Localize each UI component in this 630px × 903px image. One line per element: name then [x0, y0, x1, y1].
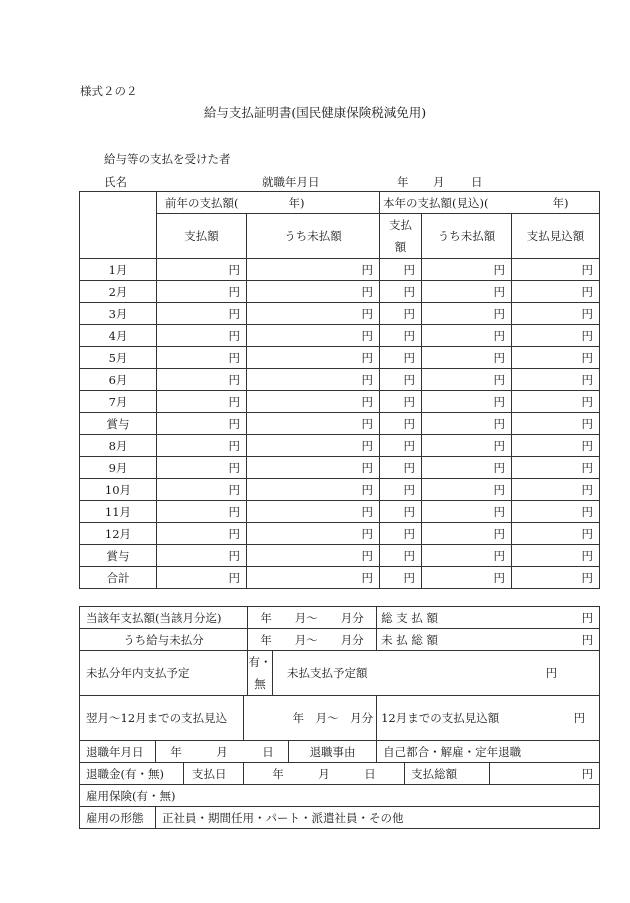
prev-paid-cell[interactable]: 円: [157, 281, 247, 303]
prev-unpaid-cell[interactable]: 円: [247, 501, 380, 523]
summary-row-retirement-date: [80, 741, 600, 763]
table-row: [80, 369, 600, 391]
prev-unpaid-cell[interactable]: 円: [247, 369, 380, 391]
prev-paid-cell[interactable]: 円: [157, 369, 247, 391]
monthly-header-row-1: [80, 192, 600, 214]
table-row: [80, 523, 600, 545]
row-label: 2月: [80, 281, 157, 303]
this-expected-cell[interactable]: 円: [512, 325, 600, 347]
row-label: 1月: [80, 259, 157, 281]
row-label: 10月: [80, 479, 157, 501]
summary-row-employment-type: [80, 807, 600, 829]
severance-paydate-value: 年 月 日: [244, 763, 405, 785]
prev-paid-cell[interactable]: 円: [157, 259, 247, 281]
prev-unpaid-cell[interactable]: 円: [247, 545, 380, 567]
expected-december-amount-label: 12月までの支払見込額: [381, 711, 500, 725]
summary-row-employment-insurance: [80, 785, 600, 807]
summary-row-severance: [80, 763, 600, 785]
prev-year-label: 前年の支払額(: [165, 195, 239, 210]
summary-table: [79, 606, 600, 829]
this-paid-cell[interactable]: 円: [380, 347, 422, 369]
this-unpaid-cell[interactable]: 円: [422, 457, 512, 479]
prev-paid-cell[interactable]: 円: [157, 479, 247, 501]
severance-paydate-label: 支払日: [184, 763, 244, 785]
row-label: 12月: [80, 523, 157, 545]
this-year-label: 本年の支払額(見込)(: [383, 195, 489, 210]
current-year-period: 年 月〜 月分: [248, 607, 377, 629]
table-row: [80, 567, 600, 589]
row-label: 11月: [80, 501, 157, 523]
retirement-date-value: 年 月 日: [156, 741, 289, 763]
this-paid-cell[interactable]: 円: [380, 501, 422, 523]
option-no: 無: [254, 677, 266, 691]
prev-paid-cell[interactable]: 円: [157, 545, 247, 567]
this-expected-cell[interactable]: 円: [512, 391, 600, 413]
this-expected-cell[interactable]: 円: [512, 567, 600, 589]
monthly-header-row-2: [80, 214, 600, 259]
retirement-reason-options: 自己都合・解雇・定年退職: [377, 741, 600, 763]
current-year-paid-label: 当該年支払額(当該月分迄): [80, 607, 248, 629]
prev-paid-cell[interactable]: 円: [157, 567, 247, 589]
table-row: [80, 259, 600, 281]
table-row: [80, 391, 600, 413]
row-label: 7月: [80, 391, 157, 413]
total-paid-yen: 円: [581, 610, 594, 625]
prev-year-header: [157, 192, 380, 214]
employed-date-label: 就職年月日: [262, 175, 320, 189]
prev-unpaid-cell[interactable]: 円: [247, 479, 380, 501]
col-header-paid-narrow: [380, 214, 422, 259]
this-paid-cell[interactable]: 円: [380, 413, 422, 435]
option-yes: 有・: [248, 655, 272, 669]
retirement-reason-label: 退職事由: [289, 741, 377, 763]
prev-unpaid-cell[interactable]: 円: [247, 413, 380, 435]
this-unpaid-cell[interactable]: 円: [422, 501, 512, 523]
unpaid-scheduled-amount-label: 未払支払予定額: [287, 666, 368, 680]
prev-unpaid-cell[interactable]: 円: [247, 325, 380, 347]
this-expected-cell[interactable]: 円: [512, 369, 600, 391]
row-label: 合計: [80, 567, 157, 589]
unpaid-schedule-label: 未払分年内支払予定: [80, 651, 248, 696]
this-paid-cell[interactable]: 円: [380, 259, 422, 281]
this-paid-cell[interactable]: 円: [380, 369, 422, 391]
this-expected-cell[interactable]: 円: [512, 347, 600, 369]
prev-unpaid-cell[interactable]: 円: [247, 567, 380, 589]
prev-unpaid-cell[interactable]: 円: [247, 303, 380, 325]
row-label: 賞与: [80, 545, 157, 567]
table-row: [80, 303, 600, 325]
employment-type-label: 雇用の形態: [80, 807, 156, 829]
expected-to-december-label: 翌月〜12月までの支払見込: [80, 696, 244, 741]
this-paid-cell[interactable]: 円: [380, 303, 422, 325]
prev-unpaid-cell[interactable]: 円: [247, 347, 380, 369]
this-unpaid-cell[interactable]: 円: [422, 347, 512, 369]
monthly-rows: [80, 259, 600, 589]
prev-unpaid-cell[interactable]: 円: [247, 457, 380, 479]
form-number: 様式２の２: [80, 84, 138, 98]
this-expected-cell[interactable]: 円: [512, 413, 600, 435]
this-year-header: [380, 192, 600, 214]
retirement-date-label: 退職年月日: [80, 741, 156, 763]
prev-paid-cell[interactable]: 円: [157, 523, 247, 545]
this-paid-cell[interactable]: 円: [380, 435, 422, 457]
this-unpaid-cell[interactable]: 円: [422, 391, 512, 413]
prev-paid-cell[interactable]: 円: [157, 413, 247, 435]
col-header-unpaid: うち未払額: [247, 214, 380, 259]
prev-unpaid-cell[interactable]: 円: [247, 281, 380, 303]
this-unpaid-cell[interactable]: 円: [422, 369, 512, 391]
prev-paid-cell[interactable]: 円: [157, 347, 247, 369]
this-paid-cell[interactable]: 円: [380, 325, 422, 347]
summary-row-current-year: [80, 607, 600, 629]
expected-december-amount-yen: 円: [573, 711, 586, 725]
employment-insurance-label: 雇用保険(有・無): [80, 785, 600, 807]
col-header-paid-narrow-bottom: 額: [394, 240, 407, 254]
prev-unpaid-cell[interactable]: 円: [247, 391, 380, 413]
employed-year-unit: 年: [397, 175, 409, 189]
table-row: [80, 347, 600, 369]
this-unpaid-cell[interactable]: 円: [422, 435, 512, 457]
this-paid-cell[interactable]: 円: [380, 457, 422, 479]
table-row: [80, 325, 600, 347]
row-label: 4月: [80, 325, 157, 347]
unpaid-scheduled-amount-yen: 円: [545, 666, 558, 680]
unpaid-salary-period: 年 月〜 月分: [248, 629, 377, 651]
unpaid-total-yen: 円: [581, 632, 594, 647]
this-expected-cell[interactable]: 円: [512, 479, 600, 501]
severance-total-label: 支払総額: [405, 763, 490, 785]
expected-to-december-period: 年 月〜 月分: [244, 696, 377, 741]
table-row: [80, 413, 600, 435]
this-unpaid-cell[interactable]: 円: [422, 281, 512, 303]
this-unpaid-cell[interactable]: 円: [422, 413, 512, 435]
unpaid-total-label: 未 払 総 額: [381, 632, 439, 647]
table-row: [80, 479, 600, 501]
prev-unpaid-cell[interactable]: 円: [247, 435, 380, 457]
unpaid-total-cell: [377, 629, 600, 651]
this-unpaid-cell[interactable]: 円: [422, 325, 512, 347]
table-row: [80, 457, 600, 479]
total-paid-label: 総 支 払 額: [381, 610, 439, 625]
prev-paid-cell[interactable]: 円: [157, 325, 247, 347]
table-row: [80, 501, 600, 523]
prev-paid-cell[interactable]: 円: [157, 435, 247, 457]
this-expected-cell[interactable]: 円: [512, 457, 600, 479]
this-paid-cell[interactable]: 円: [380, 523, 422, 545]
this-unpaid-cell[interactable]: 円: [422, 303, 512, 325]
prev-paid-cell[interactable]: 円: [157, 303, 247, 325]
prev-paid-cell[interactable]: 円: [157, 391, 247, 413]
col-header-paid-narrow-top: 支払: [389, 218, 412, 232]
prev-paid-cell[interactable]: 円: [157, 457, 247, 479]
row-label: 賞与: [80, 413, 157, 435]
document-title: 給与支払証明書(国民健康保険税減免用): [203, 105, 427, 120]
this-paid-cell[interactable]: 円: [380, 391, 422, 413]
employment-type-options: 正社員・期間任用・パート・派遣社員・その他: [156, 807, 600, 829]
employed-day-unit: 日: [471, 175, 483, 189]
prev-unpaid-cell[interactable]: 円: [247, 523, 380, 545]
this-paid-cell[interactable]: 円: [380, 545, 422, 567]
summary-row-unpaid-schedule: [80, 651, 600, 696]
this-paid-cell[interactable]: 円: [380, 281, 422, 303]
prev-unpaid-cell[interactable]: 円: [247, 259, 380, 281]
this-expected-cell[interactable]: 円: [512, 303, 600, 325]
severance-label: 退職金(有・無): [80, 763, 184, 785]
this-unpaid-cell[interactable]: 円: [422, 567, 512, 589]
month-column-header: [80, 192, 157, 259]
unpaid-salary-label: うち給与未払分: [80, 629, 248, 651]
total-paid-cell: [377, 607, 600, 629]
this-year-suffix: 年): [552, 195, 569, 210]
expected-december-amount-cell: [377, 696, 600, 741]
this-unpaid-cell[interactable]: 円: [422, 523, 512, 545]
prev-paid-cell[interactable]: 円: [157, 501, 247, 523]
table-row: [80, 281, 600, 303]
this-expected-cell[interactable]: 円: [512, 545, 600, 567]
this-unpaid-cell[interactable]: 円: [422, 545, 512, 567]
severance-total-yen: 円: [490, 763, 600, 785]
row-label: 9月: [80, 457, 157, 479]
this-unpaid-cell[interactable]: 円: [422, 479, 512, 501]
row-label: 6月: [80, 369, 157, 391]
this-expected-cell[interactable]: 円: [512, 435, 600, 457]
summary-row-unpaid-salary: [80, 629, 600, 651]
table-row: [80, 545, 600, 567]
this-expected-cell[interactable]: 円: [512, 281, 600, 303]
this-paid-cell[interactable]: 円: [380, 567, 422, 589]
row-label: 5月: [80, 347, 157, 369]
name-label: 氏名: [104, 175, 127, 189]
payee-heading: 給与等の支払を受けた者: [104, 152, 231, 166]
row-label: 3月: [80, 303, 157, 325]
summary-row-expected-to-december: [80, 696, 600, 741]
row-label: 8月: [80, 435, 157, 457]
unpaid-scheduled-amount-cell: [273, 651, 600, 696]
this-unpaid-cell[interactable]: 円: [422, 259, 512, 281]
this-expected-cell[interactable]: 円: [512, 259, 600, 281]
unpaid-schedule-option: [248, 651, 273, 696]
col-header-paid: 支払額: [157, 214, 247, 259]
col-header-expected: 支払見込額: [512, 214, 600, 259]
prev-year-suffix: 年): [288, 195, 305, 210]
this-expected-cell[interactable]: 円: [512, 501, 600, 523]
this-paid-cell[interactable]: 円: [380, 479, 422, 501]
employed-month-unit: 月: [433, 175, 445, 189]
table-row: [80, 435, 600, 457]
monthly-payment-table: [79, 191, 600, 589]
this-expected-cell[interactable]: 円: [512, 523, 600, 545]
col-header-unpaid-this-year: うち未払額: [422, 214, 512, 259]
